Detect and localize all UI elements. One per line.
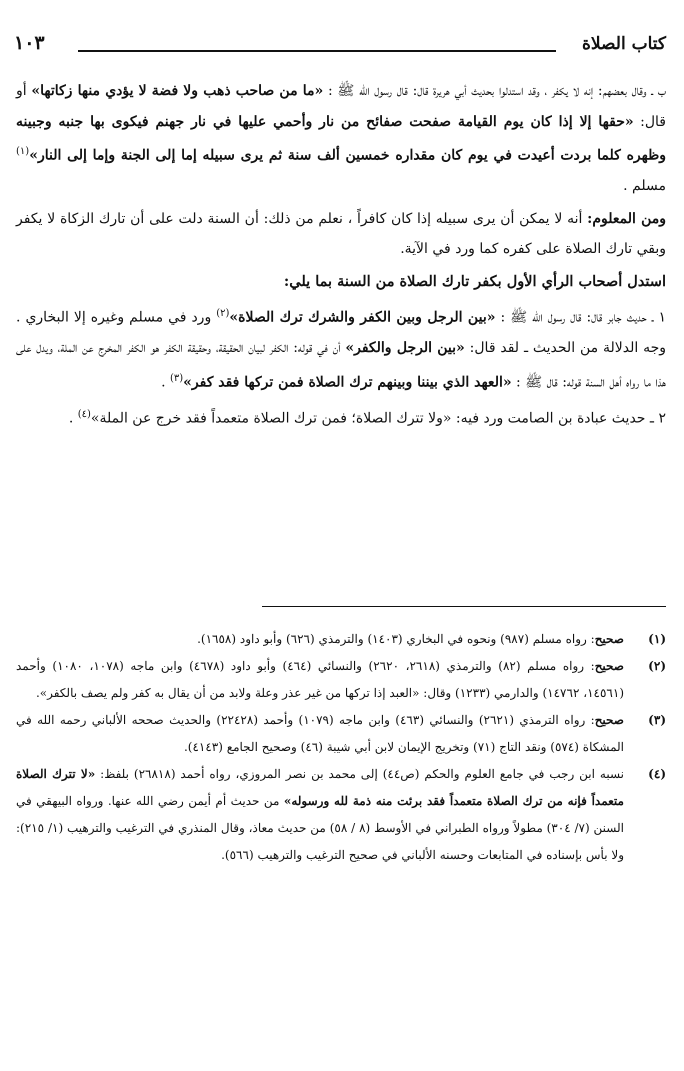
text-span: ١ ـ حديث جابر قال: قال رسول الله ﷺ : bbox=[495, 309, 666, 326]
grade-label: صحيح bbox=[594, 659, 624, 673]
main-text bbox=[16, 76, 666, 436]
footnote-text: : رواه الترمذي (٢٦٢١) والنسائي (٤٦٣) وابن ماجه (١٠٧٩) وأحمد (٢٢٤٢٨) والحديث صححه الألباني رحمه الله في المشكاة (٥٧٤) ونقد التاج (٧١) وتخريج الإيمان لابن أبي شيبة (٤٦) وصحيح الجامع (٤١٤٣). bbox=[16, 713, 624, 754]
footnote-text: : رواه مسلم (٨٢) والترمذي (٢٦١٨، ٢٦٢٠) والنسائي (٤٦٤) وأبو داود (٤٦٧٨) وابن ماجه (١٠٧٨، ١٠٨٠) وأحمد (١٤٥٦١، ١٤٧٦٢) والدارمي (١٢٣٣) وقال: «العبد إذا تركها من غير عذر وعلة ولابد من أن يقال به كفر ولم يصف بالكفر». bbox=[16, 659, 624, 700]
header-rule bbox=[78, 50, 556, 52]
footnote-ref[interactable]: (٣) bbox=[169, 372, 184, 384]
text-span: ورد في مسلم وغيره إلا البخاري . وجه الدلالة من الحديث ـ لقد قال: bbox=[16, 309, 667, 357]
page-header bbox=[14, 34, 666, 64]
text-span: ٢ ـ حديث عبادة بن الصامت ورد فيه: «ولا تترك الصلاة؛ فمن ترك الصلاة متعمداً فقد خرج عن الملة» bbox=[90, 410, 666, 427]
footnote-separator bbox=[262, 606, 666, 607]
footnote-text: من حديث أم أيمن رضي الله عنها. ورواه البيهقي في السنن (٧/ ٣٠٤) مطولاً ورواه الطبراني في الأوسط (٨ / ٥٨) من حديث معاذ، وقال المنذري في الترغيب والترهيب (١/ ٢١٥): ولا بأس بإسناده في المتابعات وحسنه الألباني في صحيح الترغيب والترهيب (٥٦٦). bbox=[16, 794, 624, 862]
footnote-number: (٢) bbox=[648, 659, 666, 673]
text-span: مسلم . bbox=[623, 178, 666, 195]
footnote bbox=[16, 653, 666, 707]
footnote-ref[interactable]: (١) bbox=[16, 146, 30, 157]
paragraph bbox=[16, 400, 666, 434]
hadith-quote: «بين الرجل وبين الكفر والشرك ترك الصلاة» bbox=[229, 309, 496, 326]
text-span: ب ـ وقال بعضهم: إنه لا يكفر ، وقد استدلوا بحديث أبي هريرة قال: قال رسول الله ﷺ : bbox=[323, 83, 666, 99]
footnote-number: (٣) bbox=[648, 713, 666, 727]
text-span: أنه لا يمكن أن يرى سبيله إذا كان كافراً ، نعلم من ذلك: أن السنة دلت على أن تارك الزكاة لا يكفر وبقي تارك الصلاة على كفره كما ورد في الآية. bbox=[16, 210, 666, 258]
footnote bbox=[16, 707, 666, 761]
footnote bbox=[16, 761, 666, 869]
footnote-text: نسبه ابن رجب في جامع العلوم والحكم (ص٤٤) إلى محمد بن نصر المروزي، رواه أحمد (٢٦٨١٨) بلفظ: bbox=[95, 767, 624, 781]
hadith-quote: «لا تترك الصلاة متعمداً فإنه من ترك الصلاة متعمداً فقد برئت منه ذمة لله ورسوله» bbox=[16, 767, 624, 808]
text-span: . bbox=[161, 374, 170, 391]
running-title: كتاب الصلاة bbox=[581, 34, 666, 54]
footnote-ref[interactable]: (٤) bbox=[77, 408, 91, 420]
grade-label: صحيح bbox=[594, 713, 624, 727]
footnote-number: (٤) bbox=[648, 767, 666, 781]
footnote-ref[interactable]: (٢) bbox=[216, 308, 230, 320]
text-span: أن في قوله: الكفر لبيان الحقيقة، وحقيقة الكفر هو الكفر المخرج عن الملة، ويدل على هذا ما رواه أهل السنة قوله: قال ﷺ : bbox=[16, 340, 666, 391]
section-heading: استدل أصحاب الرأي الأول بكفر تارك الصلاة من السنة بما يلي: bbox=[283, 272, 666, 290]
hadith-quote: «حقها إلا إذا كان يوم القيامة صفحت صفائح من نار وأحمي عليها في نار جهنم فيكوى بها جنبه وجبينه وظهره كلما بردت أعيدت في يوم كان مقداره خمسين ألف سنة ثم يرى سبيله إما إلى الجنة وإما إلى النار» bbox=[16, 113, 666, 164]
text-span: . bbox=[68, 410, 78, 427]
text-span: أو قال: bbox=[16, 83, 667, 130]
grade-label: صحيح bbox=[594, 632, 624, 646]
paragraph-label: ومن المعلوم: bbox=[587, 210, 666, 227]
paragraph bbox=[16, 76, 666, 202]
hadith-quote: «ما من صاحب ذهب ولا فضة لا يؤدي منها زكاتها» bbox=[31, 83, 324, 99]
paragraph bbox=[16, 204, 666, 265]
paragraph bbox=[16, 299, 666, 398]
footnote-number: (١) bbox=[648, 632, 666, 646]
hadith-quote: «بين الرجل والكفر» bbox=[345, 340, 465, 357]
hadith-quote: «العهد الذي بيننا وبينهم ترك الصلاة فمن تركها فقد كفر» bbox=[183, 374, 512, 391]
footnote-text: : رواه مسلم (٩٨٧) ونحوه في البخاري (١٤٠٣) والترمذي (٦٢٦) وأبو داود (١٦٥٨). bbox=[197, 632, 595, 646]
footnote bbox=[16, 626, 666, 653]
footnotes bbox=[16, 626, 666, 869]
page-number: ١٠٣ bbox=[14, 32, 45, 54]
